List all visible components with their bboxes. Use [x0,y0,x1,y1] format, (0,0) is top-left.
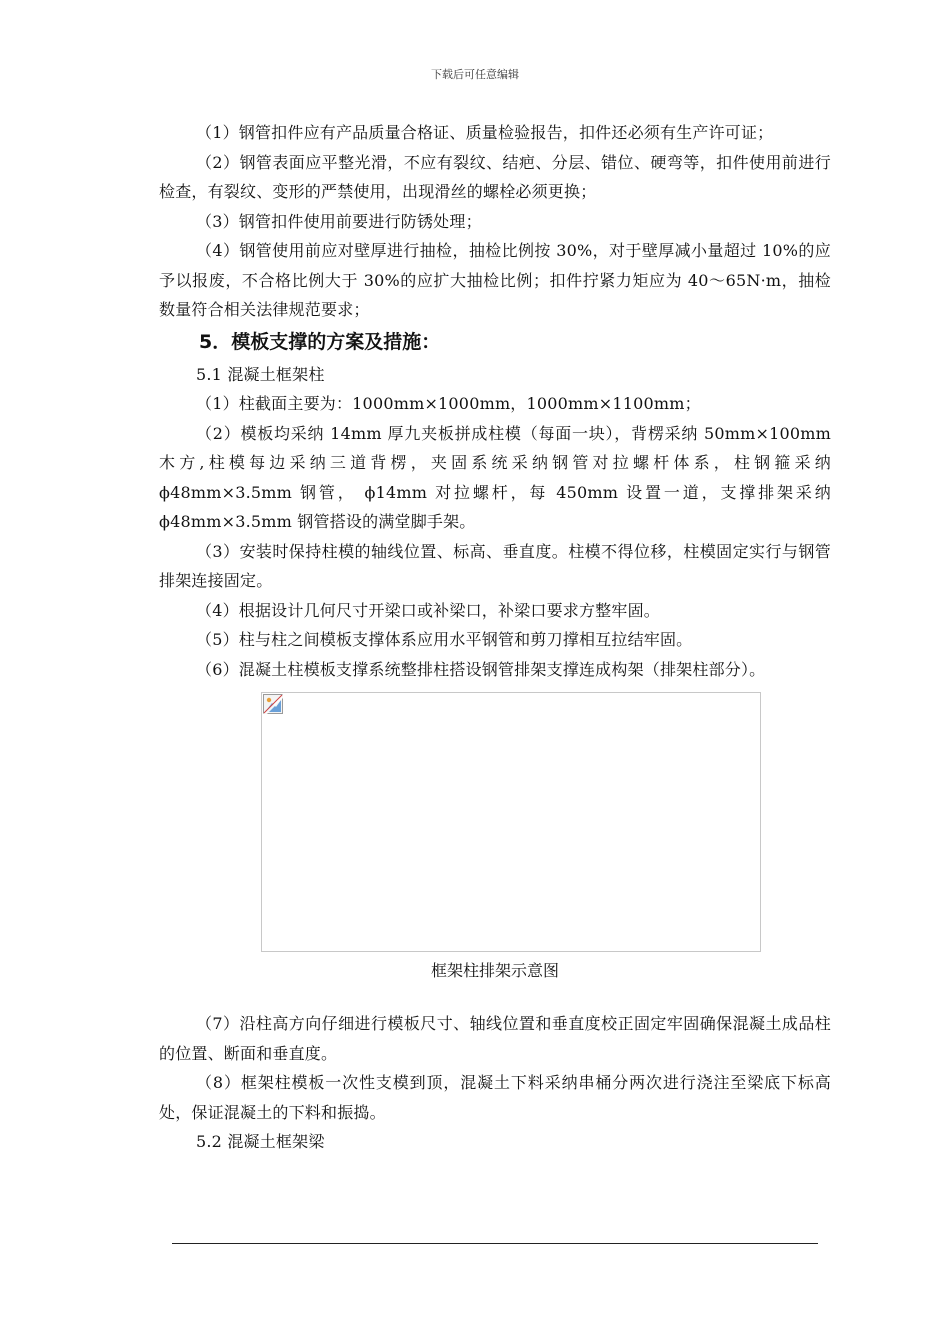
paragraph-formwork-material: （2）模板均采纳 14mm 厚九夹板拼成柱模（每面一块），背楞采纳 50mm×100mm 木方,柱模每边采纳三道背楞，夹固系统采纳钢管对拉螺杆体系，柱钢箍采纳 ϕ48mm×3.5mm 钢管， ϕ14mm 对拉螺杆，每 450mm 设置一道，支撑排架采纳 ϕ48mm×3.5mm 钢管搭设的满堂脚手架。 [159,423,831,531]
figure-caption: 框架柱排架示意图 [430,961,559,980]
paragraph-pouring: （8）框架柱模板一次性支模到顶，混凝土下料采纳串桶分两次进行浇注至梁底下标高处，保证混凝土的下料和振捣。 [159,1073,831,1122]
paragraph-support-frame: （6）混凝土柱模板支撑系统整排柱搭设钢管排架支撑连成构架（排架柱部分）。 [196,659,766,679]
paragraph-calibration: （7）沿柱高方向仔细进行模板尺寸、轴线位置和垂直度校正固定牢固确保混凝土成品柱的位置、断面和垂直度。 [159,1014,831,1063]
paragraph-wall-thickness: （4）钢管使用前应对壁厚进行抽检，抽检比例按 30%，对于壁厚减小量超过 10%的应予以报废，不合格比例大于 30%的应扩大抽检比例；扣件拧紧力矩应为 40～65N·m，抽检数量符合相关法律规范要求； [159,241,831,319]
paragraph-install-position: （3）安装时保持柱模的轴线位置、标高、垂直度。柱模不得位移，柱模固定实行与钢管排架连接固定。 [159,541,831,590]
page-header-watermark: 下载后可任意编辑 [431,68,519,81]
paragraph-steel-cert: （1）钢管扣件应有产品质量合格证、质量检验报告，扣件还必须有生产许可证； [196,123,774,142]
broken-image-icon [263,694,283,714]
section-heading-5: 5．模板支撑的方案及措施： [199,330,441,353]
figure-image-placeholder [261,692,761,952]
paragraph-rust-proof: （3）钢管扣件使用前要进行防锈处理； [196,211,482,231]
subsection-heading-5-1: 5.1 混凝土框架柱 [196,364,325,384]
paragraph-beam-opening: （4）根据设计几何尺寸开梁口或补梁口，补梁口要求方整牢固。 [196,600,660,620]
document-body [159,118,831,1157]
subsection-heading-5-2: 5.2 混凝土框架梁 [196,1132,325,1151]
paragraph-column-section: （1）柱截面主要为：1000mm×1000mm，1000mm×1100mm； [196,394,701,413]
paragraph-bracing: （5）柱与柱之间模板支撑体系应用水平钢管和剪刀撑相互拉结牢固。 [196,630,693,649]
footer-divider [172,1243,818,1244]
paragraph-steel-surface: （2）钢管表面应平整光滑，不应有裂纹、结疤、分层、错位、硬弯等，扣件使用前进行检查，有裂纹、变形的严禁使用，出现滑丝的螺栓必须更换； [159,152,831,201]
